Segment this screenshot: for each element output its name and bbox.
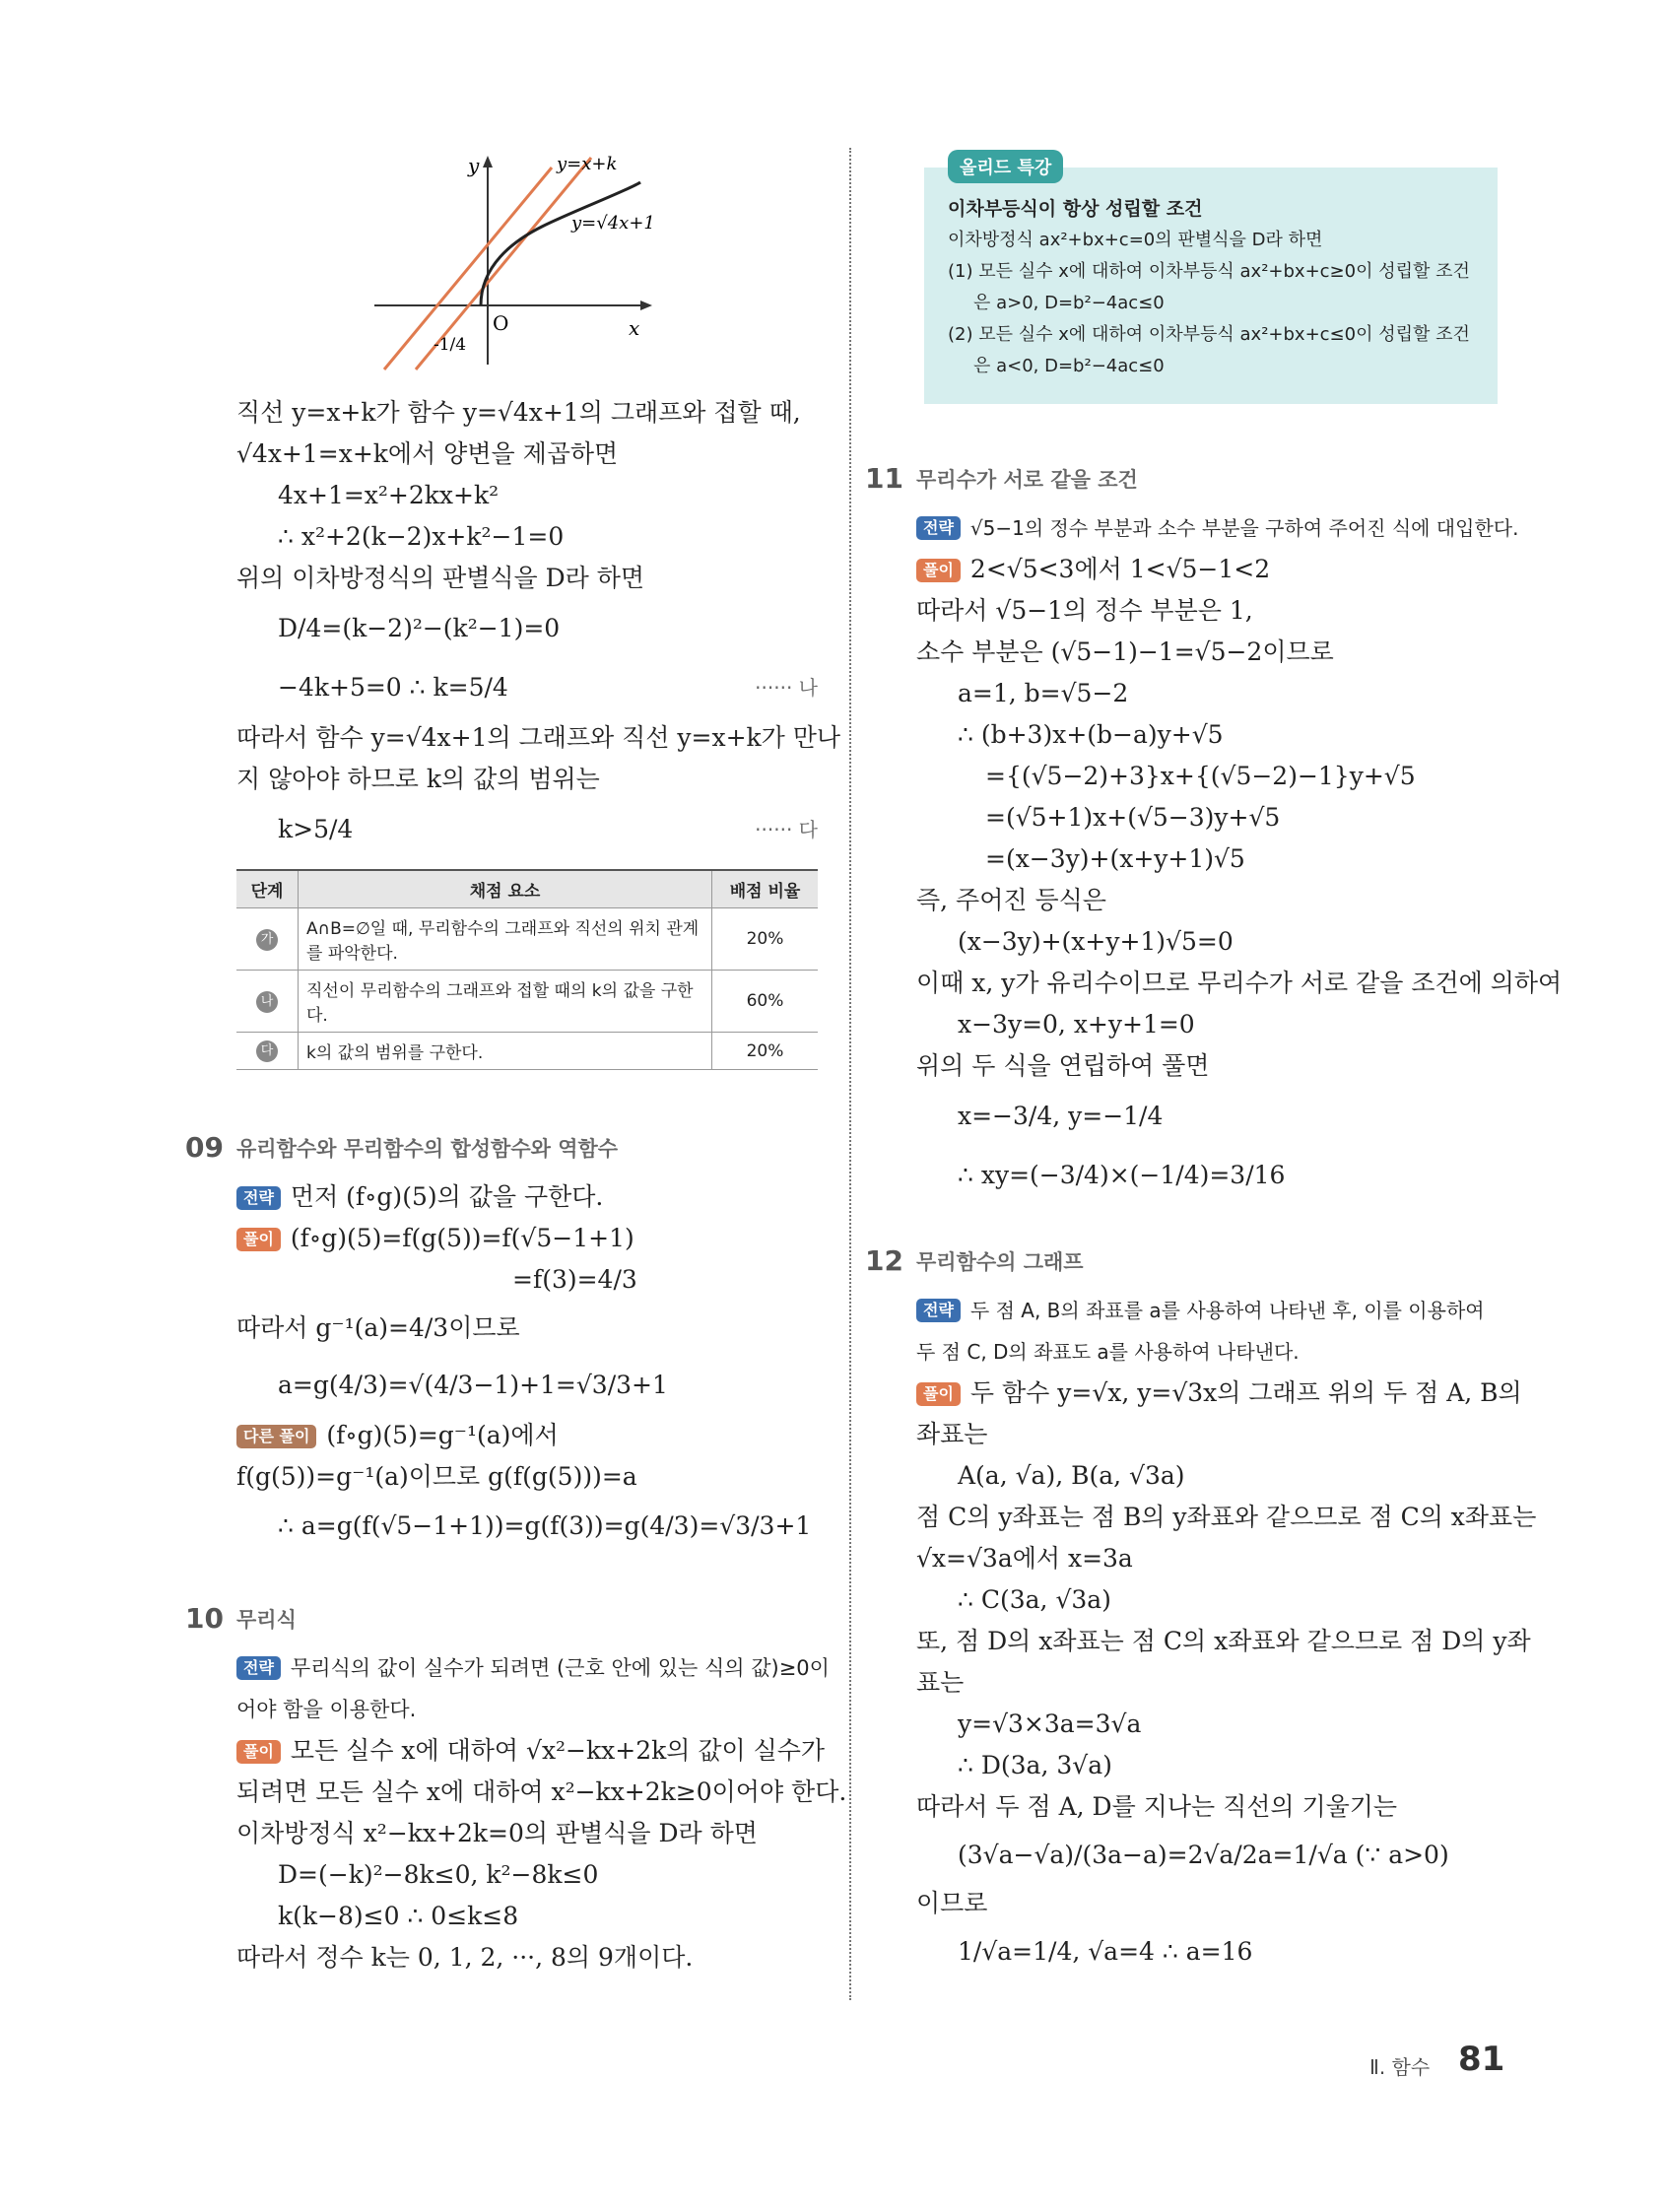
step-badge: 나	[256, 991, 278, 1013]
text-line: 위의 이차방정식의 판별식을 D라 하면	[236, 564, 645, 592]
equation-line: (3√a−√a)/(3a−a)=2√a/2a=1/√a (∵ a>0)	[958, 1841, 1449, 1869]
equation-line: f(g(5))=g⁻¹(a)이므로 g(f(g(5)))=a	[236, 1462, 637, 1491]
equation-line: A(a, √a), B(a, √3a)	[958, 1461, 1185, 1490]
strategy-tag: 전략	[916, 516, 961, 540]
section-12-header	[865, 1240, 1498, 1290]
text-line: 이므로	[916, 1889, 988, 1917]
strategy-tag: 전략	[236, 1186, 281, 1210]
text-line: 이차방정식 x²−kx+2k=0의 판별식을 D라 하면	[236, 1819, 758, 1847]
solution-tag: 풀이	[916, 559, 961, 582]
text-line: 위의 두 식을 연립하여 풀면	[916, 1051, 1210, 1080]
text-line: 두 점 A, B의 좌표를 a를 사용하여 나타낸 후, 이를 이용하여	[969, 1299, 1485, 1322]
tangent-line-lower	[384, 168, 552, 369]
text-line: 직선 y=x+k가 함수 y=√4x+1의 그래프와 접할 때,	[236, 398, 801, 427]
graph-label-x: x	[629, 316, 640, 340]
table-header: 단계	[236, 870, 299, 908]
text-line: 되려면 모든 실수 x에 대하여 x²−kx+2k≥0이어야 한다.	[236, 1777, 847, 1806]
tip-box-line: (2) 모든 실수 x에 대하여 이차부등식 ax²+bx+c≤0이 성립할 조건	[948, 324, 1470, 345]
text-line: 따라서 √5−1의 정수 부분은 1,	[916, 596, 1253, 625]
equation-text: −4k+5=0 ∴ k=5/4	[278, 673, 508, 702]
table-cell: 60%	[712, 971, 819, 1033]
equation-line: y=√3×3a=3√a	[958, 1709, 1142, 1738]
equation-line: (x−3y)+(x+y+1)√5=0	[958, 927, 1234, 956]
graph-label-curve: y=√4x+1	[571, 213, 655, 234]
section-number: 11	[865, 462, 903, 495]
equation-line: ∴ a=g(f(√5−1+1))=g(f(3))=g(4/3)=√3/3+1	[278, 1511, 812, 1540]
equation-line: ∴ D(3a, 3√a)	[958, 1751, 1112, 1779]
tip-box-tag: 올리드 특강	[948, 150, 1063, 183]
text-line: 따라서 정수 k는 0, 1, 2, ···, 8의 9개이다.	[236, 1943, 694, 1972]
equation-line: (f∘g)(5)=g⁻¹(a)에서	[326, 1421, 559, 1449]
equation-line: 4x+1=x²+2kx+k²	[278, 481, 500, 509]
right-column	[865, 458, 1563, 1979]
section-title: 무리수가 서로 같을 조건	[916, 468, 1138, 492]
equation-line: ∴ xy=(−3/4)×(−1/4)=3/16	[958, 1161, 1286, 1189]
section-10-header	[185, 1598, 818, 1647]
section-number: 09	[185, 1131, 224, 1164]
equation-line: (f∘g)(5)=f(g(5))=f(√5−1+1)	[290, 1224, 634, 1252]
equation-line: 1/√a=1/4, √a=4 ∴ a=16	[958, 1937, 1253, 1966]
x-axis-arrow-icon	[640, 301, 652, 310]
equation-line: k(k−8)≤0 ∴ 0≤k≤8	[278, 1902, 519, 1930]
table-cell: 20%	[712, 1033, 819, 1070]
text-line: 무리식의 값이 실수가 되려면 (근호 안에 있는 식의 값)≥0이	[290, 1656, 830, 1680]
section-number: 12	[865, 1244, 903, 1277]
solution-tag: 풀이	[236, 1740, 281, 1764]
section-title: 무리함수의 그래프	[916, 1250, 1084, 1274]
equation-line: 2<√5<3에서 1<√5−1<2	[969, 555, 1271, 583]
text-line: 따라서 두 점 A, D를 지나는 직선의 기울기는	[916, 1792, 1398, 1821]
section-title: 유리함수와 무리함수의 합성함수와 역함수	[236, 1137, 619, 1161]
step-badge: 다	[256, 1040, 278, 1062]
graph-label-quarter: -1/4	[434, 335, 467, 355]
tip-box-line: 은 a>0, D=b²−4ac≤0	[973, 293, 1165, 313]
equation-line: =(x−3y)+(x+y+1)√5	[985, 844, 1245, 873]
graph-label-y: y	[468, 154, 480, 177]
graph-label-origin: O	[493, 311, 509, 335]
table-cell: 20%	[712, 908, 819, 971]
equation-line: a=g(4/3)=√(4/3−1)+1=√3/3+1	[278, 1371, 668, 1399]
equation-line: x=−3/4, y=−1/4	[958, 1102, 1164, 1130]
text-line: 따라서 g⁻¹(a)=4/3이므로	[236, 1313, 520, 1342]
text-line: 좌표는	[916, 1420, 988, 1448]
table-cell: k의 값의 범위를 구한다.	[299, 1033, 712, 1070]
equation-line: ∴ (b+3)x+(b−a)y+√5	[958, 720, 1224, 749]
graph-label-line: y=x+k	[557, 154, 618, 174]
text-line: 두 함수 y=√x, y=√3x의 그래프 위의 두 점 A, B의	[969, 1378, 1522, 1407]
step-marker: ······ 나	[755, 676, 818, 700]
equation-line: √x=√3a에서 x=3a	[916, 1544, 1133, 1573]
section-title: 무리식	[236, 1608, 297, 1632]
equation-text: k>5/4	[278, 815, 354, 843]
text-line: 점 C의 y좌표는 점 B의 y좌표와 같으므로 점 C의 x좌표는	[916, 1503, 1537, 1531]
text-line: 모든 실수 x에 대하여 √x²−kx+2k의 값이 실수가	[290, 1736, 826, 1765]
text-line: 지 않아야 하므로 k의 값의 범위는	[236, 765, 600, 793]
y-axis-arrow-icon	[483, 156, 493, 168]
text-line: 표는	[916, 1668, 965, 1697]
text-line: 소수 부분은 (√5−1)−1=√5−2이므로	[916, 637, 1334, 666]
equation-line: ={(√5−2)+3}x+{(√5−2)−1}y+√5	[985, 762, 1416, 790]
scoring-table	[236, 869, 818, 1070]
column-divider	[849, 148, 851, 2000]
left-column	[185, 392, 847, 1978]
text-line: 이때 x, y가 유리수이므로 무리수가 서로 같을 조건에 의하여	[916, 969, 1563, 997]
equation-line: D/4=(k−2)²−(k²−1)=0	[278, 614, 561, 642]
tip-box-title: 이차부등식이 항상 성립할 조건	[948, 198, 1203, 220]
table-row	[236, 1033, 818, 1070]
table-cell: 직선이 무리함수의 그래프와 접할 때의 k의 값을 구한다.	[299, 971, 712, 1033]
equation-line	[236, 658, 818, 717]
text-line: 또, 점 D의 x좌표는 점 C의 x좌표와 같으므로 점 D의 y좌	[916, 1627, 1531, 1655]
chapter-label: Ⅱ. 함수	[1369, 2055, 1431, 2079]
section-number: 10	[185, 1602, 224, 1635]
table-row	[236, 971, 818, 1033]
equation-line: ∴ x²+2(k−2)x+k²−1=0	[278, 522, 565, 551]
tip-box-content	[948, 193, 1485, 382]
text-line: 먼저 (f∘g)(5)의 값을 구한다.	[290, 1182, 604, 1211]
equation-line: =f(3)=4/3	[512, 1265, 637, 1294]
section-09-header	[185, 1127, 818, 1176]
text-line: 어야 함을 이용한다.	[236, 1698, 417, 1721]
sqrt-curve	[481, 182, 640, 305]
text-line: √5−1의 정수 부분과 소수 부분을 구하여 주어진 식에 대입한다.	[969, 516, 1519, 540]
text-line: √4x+1=x+k에서 양변을 제곱하면	[236, 439, 619, 468]
table-header: 배점 비율	[712, 870, 819, 908]
table-header: 채점 요소	[299, 870, 712, 908]
section-11-header	[865, 458, 1498, 507]
solution-tag: 풀이	[916, 1382, 961, 1406]
equation-line: x−3y=0, x+y+1=0	[958, 1010, 1195, 1039]
equation-line: =(√5+1)x+(√5−3)y+√5	[985, 803, 1281, 832]
equation-line: ∴ C(3a, √3a)	[958, 1585, 1111, 1614]
strategy-tag: 전략	[236, 1656, 281, 1680]
strategy-tag: 전략	[916, 1299, 961, 1322]
table-cell: A∩B=∅일 때, 무리함수의 그래프와 직선의 위치 관계를 파악한다.	[299, 908, 712, 971]
table-row	[236, 908, 818, 971]
text-line: 두 점 C, D의 좌표도 a를 사용하여 나타낸다.	[916, 1340, 1300, 1364]
alt-solution-tag: 다른 풀이	[236, 1425, 316, 1448]
equation-line: D=(−k)²−8k≤0, k²−8k≤0	[278, 1860, 599, 1889]
text-line: 따라서 함수 y=√4x+1의 그래프와 직선 y=x+k가 만나	[236, 723, 841, 752]
equation-line: a=1, b=√5−2	[958, 679, 1129, 707]
step-badge: 가	[256, 929, 278, 951]
tangent-graph	[374, 148, 700, 374]
tip-box-line: 은 a<0, D=b²−4ac≤0	[973, 356, 1165, 376]
step-marker: ······ 다	[755, 818, 818, 841]
text-line: 즉, 주어진 등식은	[916, 886, 1106, 914]
tip-box-line: (1) 모든 실수 x에 대하여 이차부등식 ax²+bx+c≥0이 성립할 조건	[948, 261, 1470, 282]
tip-box-line: 이차방정식 ax²+bx+c=0의 판별식을 D라 하면	[948, 230, 1323, 250]
solution-tag: 풀이	[236, 1228, 281, 1251]
equation-line	[236, 800, 818, 859]
page-number: 81	[1458, 2040, 1505, 2079]
